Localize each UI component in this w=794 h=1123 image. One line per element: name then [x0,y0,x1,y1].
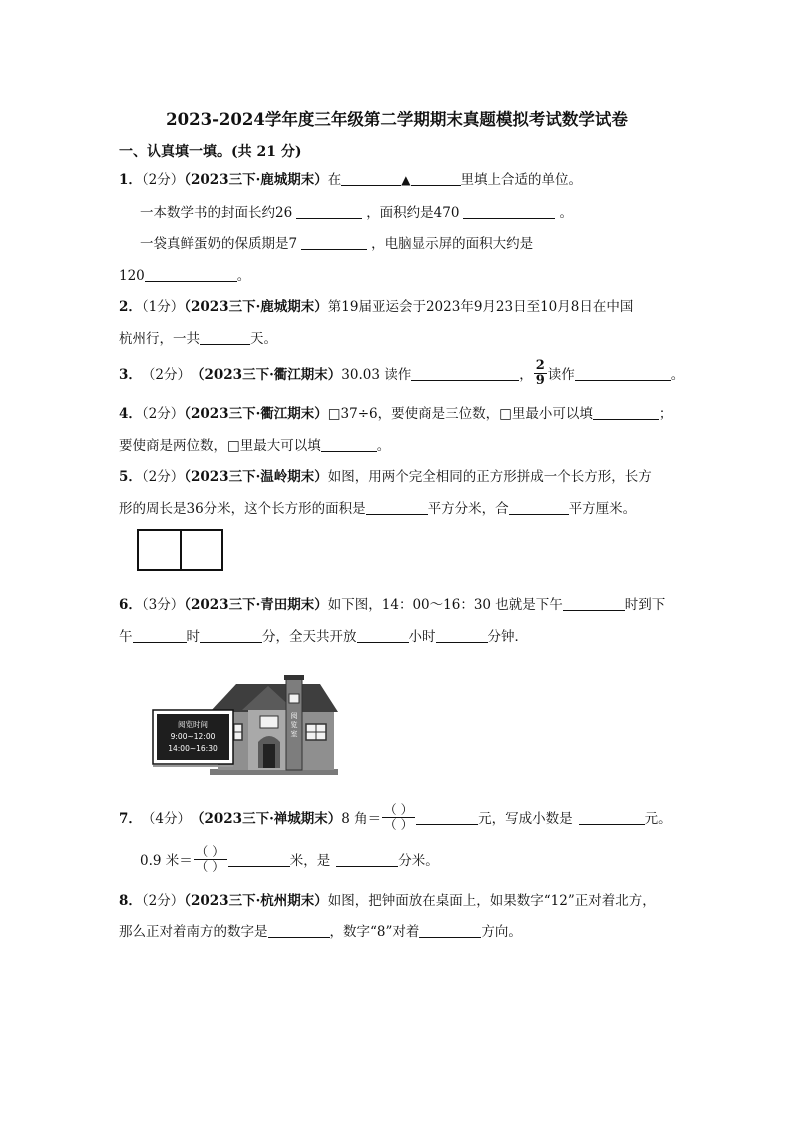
q4-source: （2023三下·衢江期末） [184,406,328,422]
tower-label-3: 室 [290,730,298,738]
q3-text-b: ， [519,367,533,383]
question-5-line-1 [119,465,652,485]
question-1-line-2 [140,201,573,221]
q2-l2-text-a: 杭州行，一共 [119,331,200,347]
q6-blank-hours[interactable] [357,628,409,643]
q1-l2-text-a: 一本数学书的封面长约26 [140,205,293,221]
q8-l2-text-b: ，数字“8”对着 [329,924,420,940]
q6-l2-text-d: 小时 [408,629,436,645]
q2-score: （1分） [141,299,185,315]
q2-l2-text-b: 天。 [250,331,277,347]
q7-blank-decimal[interactable] [579,810,645,825]
q6-source: （2023三下·青田期末） [184,597,328,613]
q6-l2-text-b: 时 [186,629,200,645]
question-3-line-1 [119,355,684,391]
q3-blank-read-fraction[interactable] [575,366,671,381]
q4-text-a: □37÷6，要使商是三位数，□里最小可以填 [327,406,593,422]
q1-text-tail: 里填上合适的单位。 [460,172,583,188]
q5-blank-sq-dm[interactable] [366,500,428,515]
sign-afternoon-hours: 14:00~16:30 [168,744,218,753]
q8-blank-south-number[interactable] [268,923,330,938]
tower-label-1: 阅 [290,712,298,720]
q8-number: 8． [119,893,142,909]
q3-number: 3． [119,367,142,383]
q1-l3-text-a: 一袋真鲜蛋奶的保质期是7 [140,236,298,252]
q4-text-b: ； [658,406,673,422]
q1-blank-area[interactable] [463,204,555,219]
q3-blank-read-decimal[interactable] [411,366,519,381]
q1-score: （2分） [141,172,185,188]
question-6-line-2 [119,625,528,645]
question-8-line-2 [119,920,522,940]
q6-text-a: 如下图，14：00～16：30 也就是下午 [327,597,563,613]
q1-blank-screen[interactable] [145,267,237,282]
q3-fraction [534,359,547,388]
q7-text-b: 元，写成小数是 [478,811,573,827]
q1-l4-text-a: 120 [119,268,145,284]
upper-window [260,716,278,728]
q1-l3-text-b: ，电脑显示屏的面积大约是 [371,236,534,252]
q7-blank-decimeters[interactable] [336,852,398,867]
q6-blank-end-minute[interactable] [200,628,262,643]
question-7-line-2 [140,840,439,878]
question-1-line-4 [119,264,250,284]
q2-number: 2． [119,299,142,315]
question-5-line-2 [119,497,636,517]
question-2-line-2 [119,327,277,347]
q5-blank-sq-cm[interactable] [509,500,569,515]
q3-source: （2023三下·衢江期末） [191,367,342,383]
q7-text-a: 8 角＝ [341,811,382,827]
question-4-line-2 [119,434,390,454]
q6-l2-text-a: 午 [119,629,133,645]
q4-l2-text-a: 要使商是两位数，□里最大可以填 [119,438,321,454]
q3-fraction-denominator: 9 [535,372,545,388]
q3-fraction-numerator: 2 [535,357,545,373]
q1-l2-text-b: ，面积约是470 [366,205,460,221]
q1-answer-blank-tail[interactable] [411,171,461,186]
page-title: 2023-2024学年度三年级第二学期期末真题模拟考试数学试卷 [166,110,628,129]
q5-number: 5． [119,469,142,485]
q3-text-c: 读作 [547,367,575,383]
question-1-line-1 [119,168,582,188]
triangle-icon: ▲ [401,173,411,187]
q4-blank-min[interactable] [593,405,659,420]
question-6-line-1 [119,593,665,613]
q7-fraction-denominator: （ ） [384,816,414,832]
question-8-line-1 [119,889,656,909]
q7-number: 7． [119,811,142,827]
q5-text: 如图，用两个完全相同的正方形拼成一个长方形，长方 [327,469,652,485]
q5-score: （2分） [141,469,185,485]
rectangle-divider [180,531,182,569]
q1-source: （2023三下·鹿城期末） [184,172,328,188]
q6-l2-text-e: 分钟． [487,629,528,645]
q5-source: （2023三下·温岭期末） [184,469,328,485]
q7-l2-fraction-numerator: （ ） [195,843,225,859]
q3-score: （2分） [141,367,191,383]
q8-source: （2023三下·杭州期末） [184,893,328,909]
sign-title: 阅览时间 [178,720,208,729]
q8-text: 如图，把钟面放在桌面上，如果数字“12”正对着北方， [327,893,656,909]
q8-blank-direction[interactable] [419,923,481,938]
q4-score: （2分） [141,406,185,422]
question-7-line-1 [119,798,672,836]
q1-number: 1． [119,172,142,188]
q2-blank-days[interactable] [200,330,250,345]
q1-l2-text-c: 。 [559,205,573,221]
q1-l4-text-b: 。 [236,268,251,284]
question-4-line-1 [119,402,672,422]
q2-text: 第19届亚运会于2023年9月23日至10月8日在中国 [327,299,634,315]
question-2-line-1 [119,295,633,315]
q1-blank-length[interactable] [296,204,362,219]
q7-l2-fraction-blank[interactable] [194,845,227,874]
tower-window [289,694,299,703]
q7-fraction-numerator: （ ） [384,801,414,817]
q6-l2-text-c: 分，全天共开放 [262,629,357,645]
q7-source: （2023三下·禅城期末） [191,811,342,827]
q6-score: （3分） [141,597,185,613]
two-squares-rectangle-figure [137,529,223,571]
q3-text-a: 30.03 读作 [341,367,412,383]
q1-blank-shelf-life[interactable] [301,235,367,250]
q8-l2-text-c: 方向。 [481,924,522,940]
library-building-illustration [150,672,340,778]
q7-blank-yuan[interactable] [416,810,478,825]
q6-blank-start-hour[interactable] [563,596,625,611]
q5-l2-text-c: 平方厘米。 [568,501,637,517]
q2-source: （2023三下·鹿城期末） [184,299,328,315]
q7-fraction-blank[interactable] [382,803,415,832]
q8-score: （2分） [141,893,185,909]
q4-number: 4． [119,406,142,422]
question-1-line-3 [140,232,533,252]
sign-morning-hours: 9:00~12:00 [170,732,216,741]
section-heading: 一、认真填一填。(共 21 分) [119,144,302,160]
q5-l2-text-b: 平方分米，合 [427,501,509,517]
q3-text-d: 。 [670,367,685,383]
q6-text-b: 时到下 [624,597,666,613]
q8-l2-text-a: 那么正对着南方的数字是 [119,924,268,940]
q5-l2-text-a: 形的周长是36分米，这个长方形的面积是 [119,501,366,517]
q7-blank-meters[interactable] [228,852,290,867]
q7-l2-text-a: 0.9 米＝ [140,853,193,869]
q7-score: （4分） [141,811,191,827]
q7-text-c: 元。 [644,811,672,827]
door [263,744,275,768]
tower-label-2: 览 [290,721,298,729]
q6-number: 6． [119,597,142,613]
q1-answer-blank[interactable] [341,171,401,186]
q7-l2-fraction-denominator: （ ） [195,858,225,874]
tower-cap [284,675,304,680]
q7-l2-text-c: 分米。 [398,853,439,869]
q4-l2-text-b: 。 [376,438,391,454]
q6-blank-end-hour[interactable] [133,628,187,643]
q4-blank-max[interactable] [321,437,377,452]
q7-l2-text-b: 米，是 [289,853,331,869]
q1-text: 在 [327,172,342,188]
q6-blank-minutes[interactable] [436,628,488,643]
